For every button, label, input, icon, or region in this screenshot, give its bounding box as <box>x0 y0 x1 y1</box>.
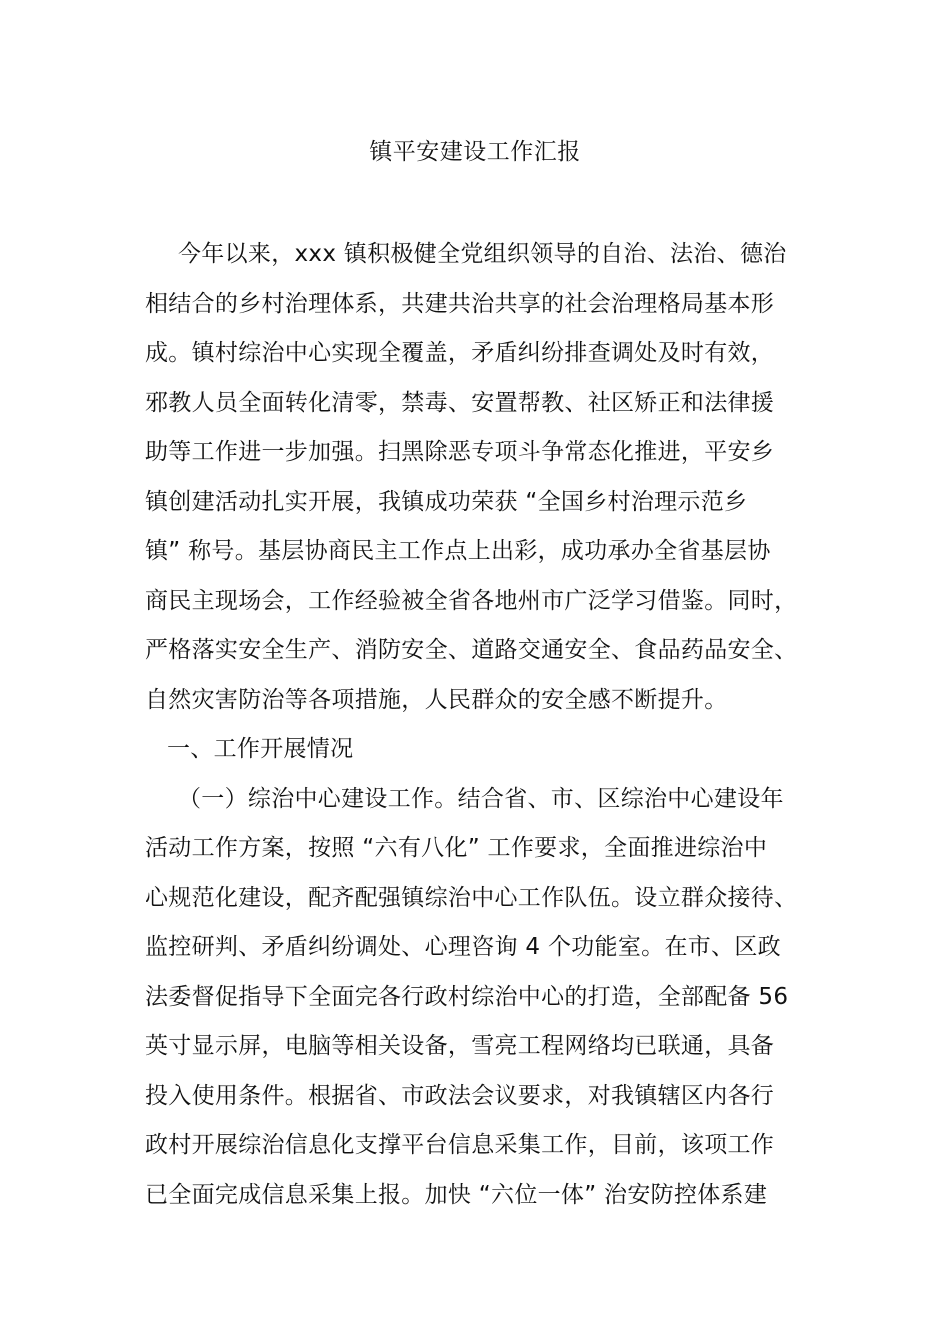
paragraph-line: 政村开展综治信息化支撑平台信息采集工作，目前，该项工作 <box>145 1132 775 1158</box>
section-heading: 一、工作开展情况 <box>167 736 354 762</box>
document-body <box>145 230 815 1220</box>
paragraph-line: 今年以来，xxx 镇积极健全党组织领导的自治、法治、德治 <box>178 241 787 267</box>
paragraph-line: 自然灾害防治等各项措施，人民群众的安全感不断提升。 <box>145 686 728 713</box>
paragraph-line: （一）综治中心建设工作。结合省、市、区综治中心建设年 <box>178 785 784 812</box>
paragraph-line: 英寸显示屏，电脑等相关设备，雪亮工程网络均已联通，具备 <box>145 1033 775 1059</box>
paragraph-line: 心规范化建设，配齐配强镇综治中心工作队伍。设立群众接待、 <box>145 884 798 911</box>
paragraph-line: 成。镇村综治中心实现全覆盖，矛盾纠纷排查调处及时有效， <box>145 340 775 366</box>
paragraph-line: 投入使用条件。根据省、市政法会议要求，对我镇辖区内各行 <box>145 1082 775 1109</box>
paragraph-line: 已全面完成信息采集上报。加快 “六位一体” 治安防控体系建 <box>145 1181 768 1208</box>
paragraph-line: 商民主现场会，工作经验被全省各地州市广泛学习借鉴。同时， <box>145 587 798 614</box>
paragraph-line: 活动工作方案，按照 “六有八化” 工作要求，全面推进综治中 <box>145 835 768 861</box>
paragraph-line: 法委督促指导下全面完各行政村综治中心的打造，全部配备 56 <box>145 983 789 1010</box>
paragraph-line: 相结合的乡村治理体系，共建共治共享的社会治理格局基本形 <box>145 290 775 317</box>
paragraph-line: 严格落实安全生产、消防安全、道路交通安全、食品药品安全、 <box>145 637 798 663</box>
paragraph-line: 镇” 称号。基层协商民主工作点上出彩，成功承办全省基层协 <box>145 538 771 564</box>
paragraph-line: 邪教人员全面转化清零，禁毒、安置帮教、社区矫正和法律援 <box>145 389 775 416</box>
paragraph-line: 助等工作进一步加强。扫黑除恶专项斗争常态化推进，平安乡 <box>145 439 775 465</box>
paragraph-line: 镇创建活动扎实开展，我镇成功荣获 “全国乡村治理示范乡 <box>145 488 748 515</box>
paragraph-line: 监控研判、矛盾纠纷调处、心理咨询 4 个功能室。在市、区政 <box>145 934 781 960</box>
document-title: 镇平安建设工作汇报 <box>369 139 581 165</box>
